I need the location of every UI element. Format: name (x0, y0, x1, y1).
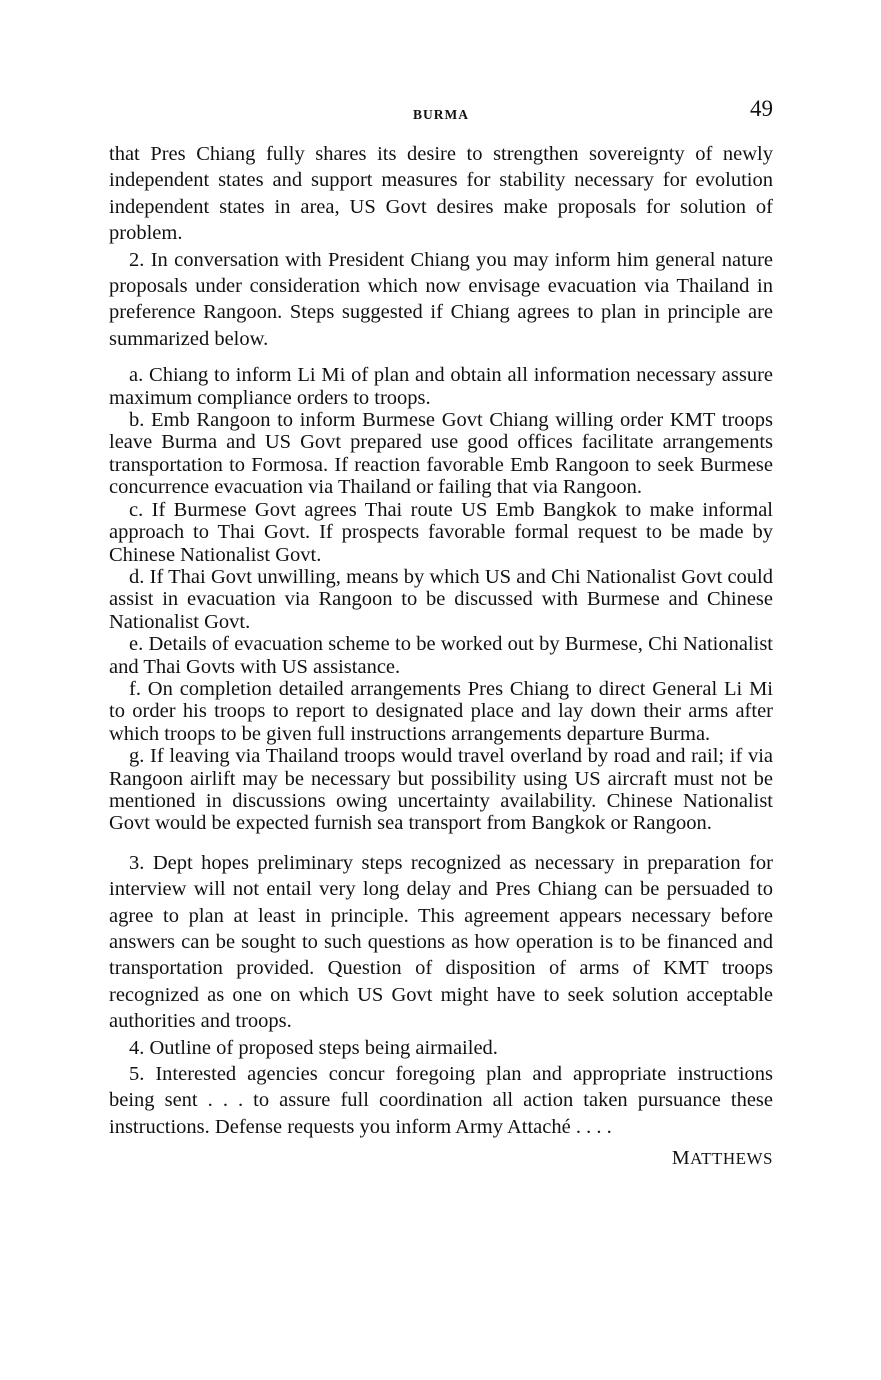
step-c: c. If Burmese Govt agrees Thai route US Emb Bangkok to make informal approach to Thai Govt. If prospects favorable formal request to be made by Chinese Nationalist Govt. (109, 498, 773, 566)
proposed-steps-list (109, 364, 773, 835)
page-number: 49 (750, 96, 773, 121)
step-a: a. Chiang to inform Li Mi of plan and obtain all information necessary assure maximum compliance orders to troops. (109, 364, 773, 409)
step-e: e. Details of evacuation scheme to be worked out by Burmese, Chi Nationalist and Thai Govts with US assistance. (109, 633, 773, 678)
signature (109, 1147, 773, 1170)
signature-rest: ATTHEWS (690, 1149, 773, 1169)
step-g: g. If leaving via Thailand troops would travel overland by road and rail; if via Rangoon airlift may be necessary but possibility using US aircraft must not be mentioned in discussions owing uncertainty availability. Chinese Nationalist Govt would be expected furnish sea transport from Bangkok or Rangoon. (109, 745, 773, 835)
body-text (109, 141, 773, 1140)
running-head (109, 96, 773, 126)
paragraph-4: 4. Outline of proposed steps being airmailed. (129, 1036, 498, 1059)
paragraph-2: 2. In conversation with President Chiang you may inform him general nature proposals under consideration which now envisage evacuation via Thailand in preference Rangoon. Steps suggested if Chiang agrees to plan in principle are summarized below. (109, 248, 773, 350)
section-title: BURMA (413, 107, 469, 122)
step-d: d. If Thai Govt unwilling, means by which US and Chi Nationalist Govt could assist in evacuation via Rangoon to be discussed with Burmese and Chinese Nationalist Govt. (109, 565, 773, 633)
paragraph-3: 3. Dept hopes preliminary steps recognized as necessary in preparation for interview will not entail very long delay and Pres Chiang can be persuaded to agree to plan at least in principle. This agreement appears necessary before answers can be sought to such questions as how operation is to be financed and transportation provided. Question of disposition of arms of KMT troops recognized as one on which US Govt might have to seek solution acceptable authorities and troops. (109, 851, 773, 1033)
document-page (109, 96, 773, 1170)
step-b: b. Emb Rangoon to inform Burmese Govt Chiang willing order KMT troops leave Burma and US Govt prepared use good offices facilitate arrangements transportation to Formosa. If reaction favorable Emb Rangoon to seek Burmese concurrence evacuation via Thailand or failing that via Rangoon. (109, 409, 773, 499)
paragraph-continuation: that Pres Chiang fully shares its desire to strengthen sovereignty of newly independent states and support measures for stability necessary for evolution independent states in area, US Govt desires make proposals for solution of problem. (109, 143, 773, 245)
step-f: f. On completion detailed arrangements Pres Chiang to direct General Li Mi to order his troops to report to designated place and lay down their arms after which troops to be given full instructions arrangements departure Burma. (109, 677, 773, 745)
paragraph-5: 5. Interested agencies concur foregoing plan and appropriate instructions being sent . . . to assure full coordination all action taken pursuance these instructions. Defense requests you inform Army Attaché . . . . (109, 1063, 773, 1138)
signature-initial: M (671, 1147, 691, 1170)
